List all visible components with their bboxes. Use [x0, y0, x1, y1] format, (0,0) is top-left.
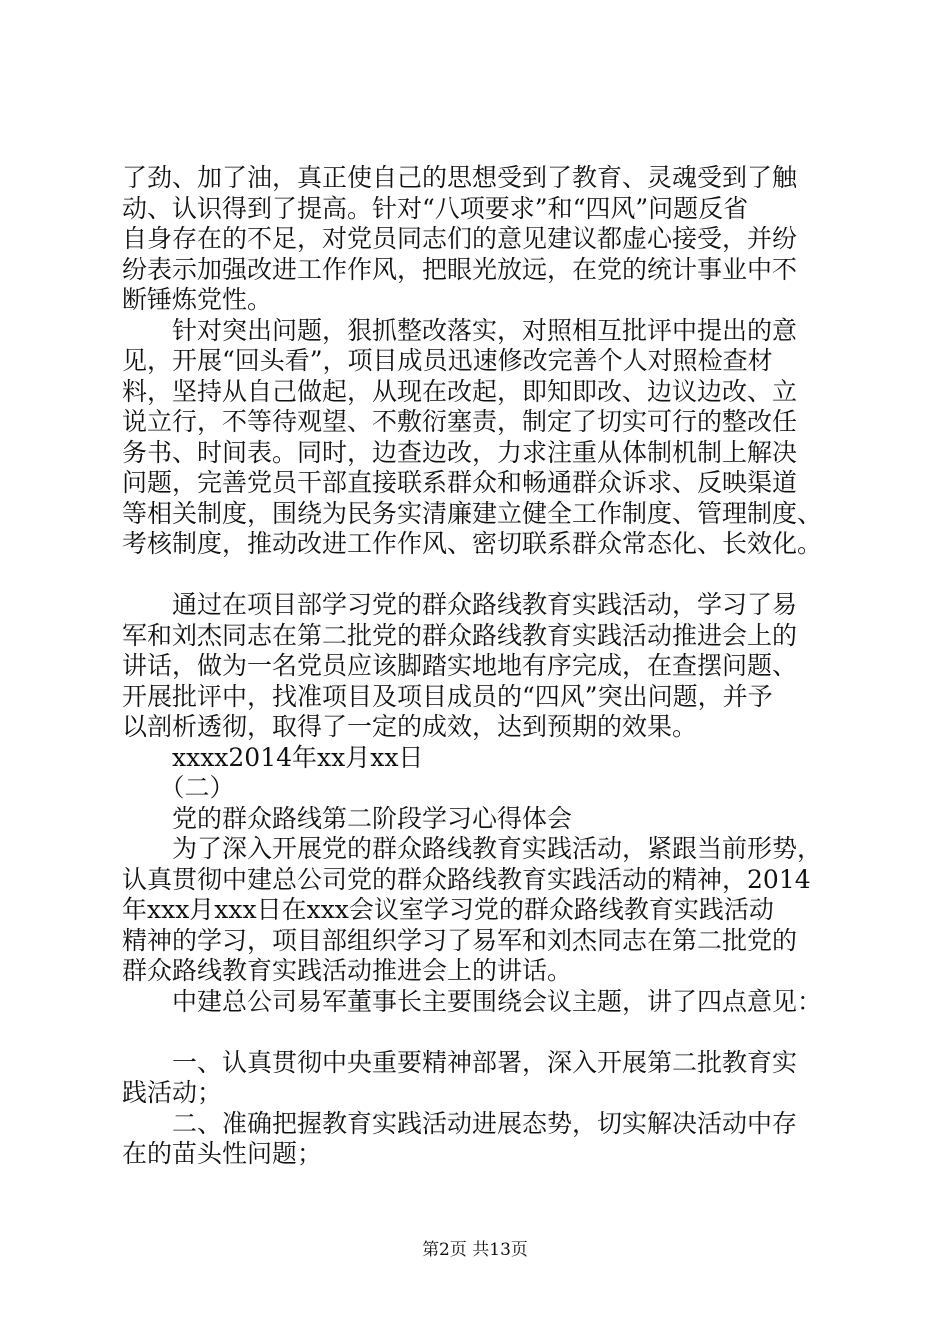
section-title: 党的群众路线第二阶段学习心得体会	[122, 803, 573, 833]
list-item-text: 在的苗头性问题；	[122, 1139, 323, 1168]
text-line: 开展批评中，找准项目及项目成员的“四风”突出问题，并予	[122, 681, 773, 711]
text-line: 问题，完善党员干部直接联系群众和畅通群众诉求、反映渠道	[122, 468, 798, 497]
text-line: 中建总公司易军董事长主要围绕会议主题，讲了四点意见：	[122, 986, 823, 1016]
text-line: 为了深入开展党的群众路线教育实践活动，紧跟当前形势，	[122, 834, 823, 863]
list-item-text: 二、准确把握教育实践活动进展态势，切实解决活动中存	[122, 1108, 798, 1138]
list-item-text: 一、认真贯彻中央重要精神部署，深入开展第二批教育实	[122, 1047, 798, 1077]
text-line: 通过在项目部学习党的群众路线教育实践活动，学习了易	[122, 590, 798, 619]
page-number-label: 第2页 共13页	[422, 1240, 528, 1260]
text-line: 料，坚持从自己做起，从现在改起，即知即改、边议边改、立	[122, 376, 798, 406]
text-line: 精神的学习，项目部组织学习了易军和刘杰同志在第二批党的	[122, 925, 798, 955]
text-line: 针对突出问题，狠抓整改落实，对照相互批评中提出的意	[122, 315, 798, 345]
text-line: 纷表示加强改进工作作风，把眼光放远，在党的统计事业中不	[122, 254, 798, 284]
text-line: 了劲、加了油，真正使自己的思想受到了教育、灵魂受到了触	[122, 163, 798, 192]
text-line: 考核制度，推动改进工作作风、密切联系群众常态化、长效化。	[122, 529, 823, 558]
text-line: 年xxx月xxx日在xxx会议室学习党的群众路线教育实践活动	[122, 895, 774, 924]
blank-line	[122, 560, 842, 591]
text-line: 见，开展“回头看”，项目成员迅速修改完善个人对照检查材	[122, 346, 773, 375]
text-line: 动、认识得到了提高。针对“八项要求”和“四风”问题反省	[122, 193, 749, 223]
text-line: 断锤炼党性。	[122, 285, 273, 314]
text-line: 讲话，做为一名党员应该脚踏实地地有序完成，在查摆问题、	[122, 651, 798, 680]
text-line: 等相关制度，围绕为民务实清廉建立健全工作制度、管理制度、	[122, 498, 823, 528]
date-line: xxxx2014年xx月xx日	[122, 742, 424, 772]
text-line: 军和刘杰同志在第二批党的群众路线教育实践活动推进会上的	[122, 620, 798, 650]
text-line: 认真贯彻中建总公司党的群众路线教育实践活动的精神，2014	[122, 864, 811, 894]
page-footer	[0, 1240, 950, 1260]
list-item-text: 践活动；	[122, 1078, 223, 1107]
text-line: 说立行，不等待观望、不敷衍塞责，制定了切实可行的整改任	[122, 407, 798, 436]
section-number: （二）	[122, 773, 235, 802]
text-line: 自身存在的不足，对党员同志们的意见建议都虚心接受，并纷	[122, 224, 798, 253]
text-line: 务书、时间表。同时，边查边改，力求注重从体制机制上解决	[122, 437, 798, 467]
text-line: 群众路线教育实践活动推进会上的讲话。	[122, 956, 573, 985]
blank-line	[122, 1017, 842, 1048]
document-body	[122, 163, 842, 1170]
text-line: 以剖析透彻，取得了一定的成效，达到预期的效果。	[122, 712, 698, 741]
